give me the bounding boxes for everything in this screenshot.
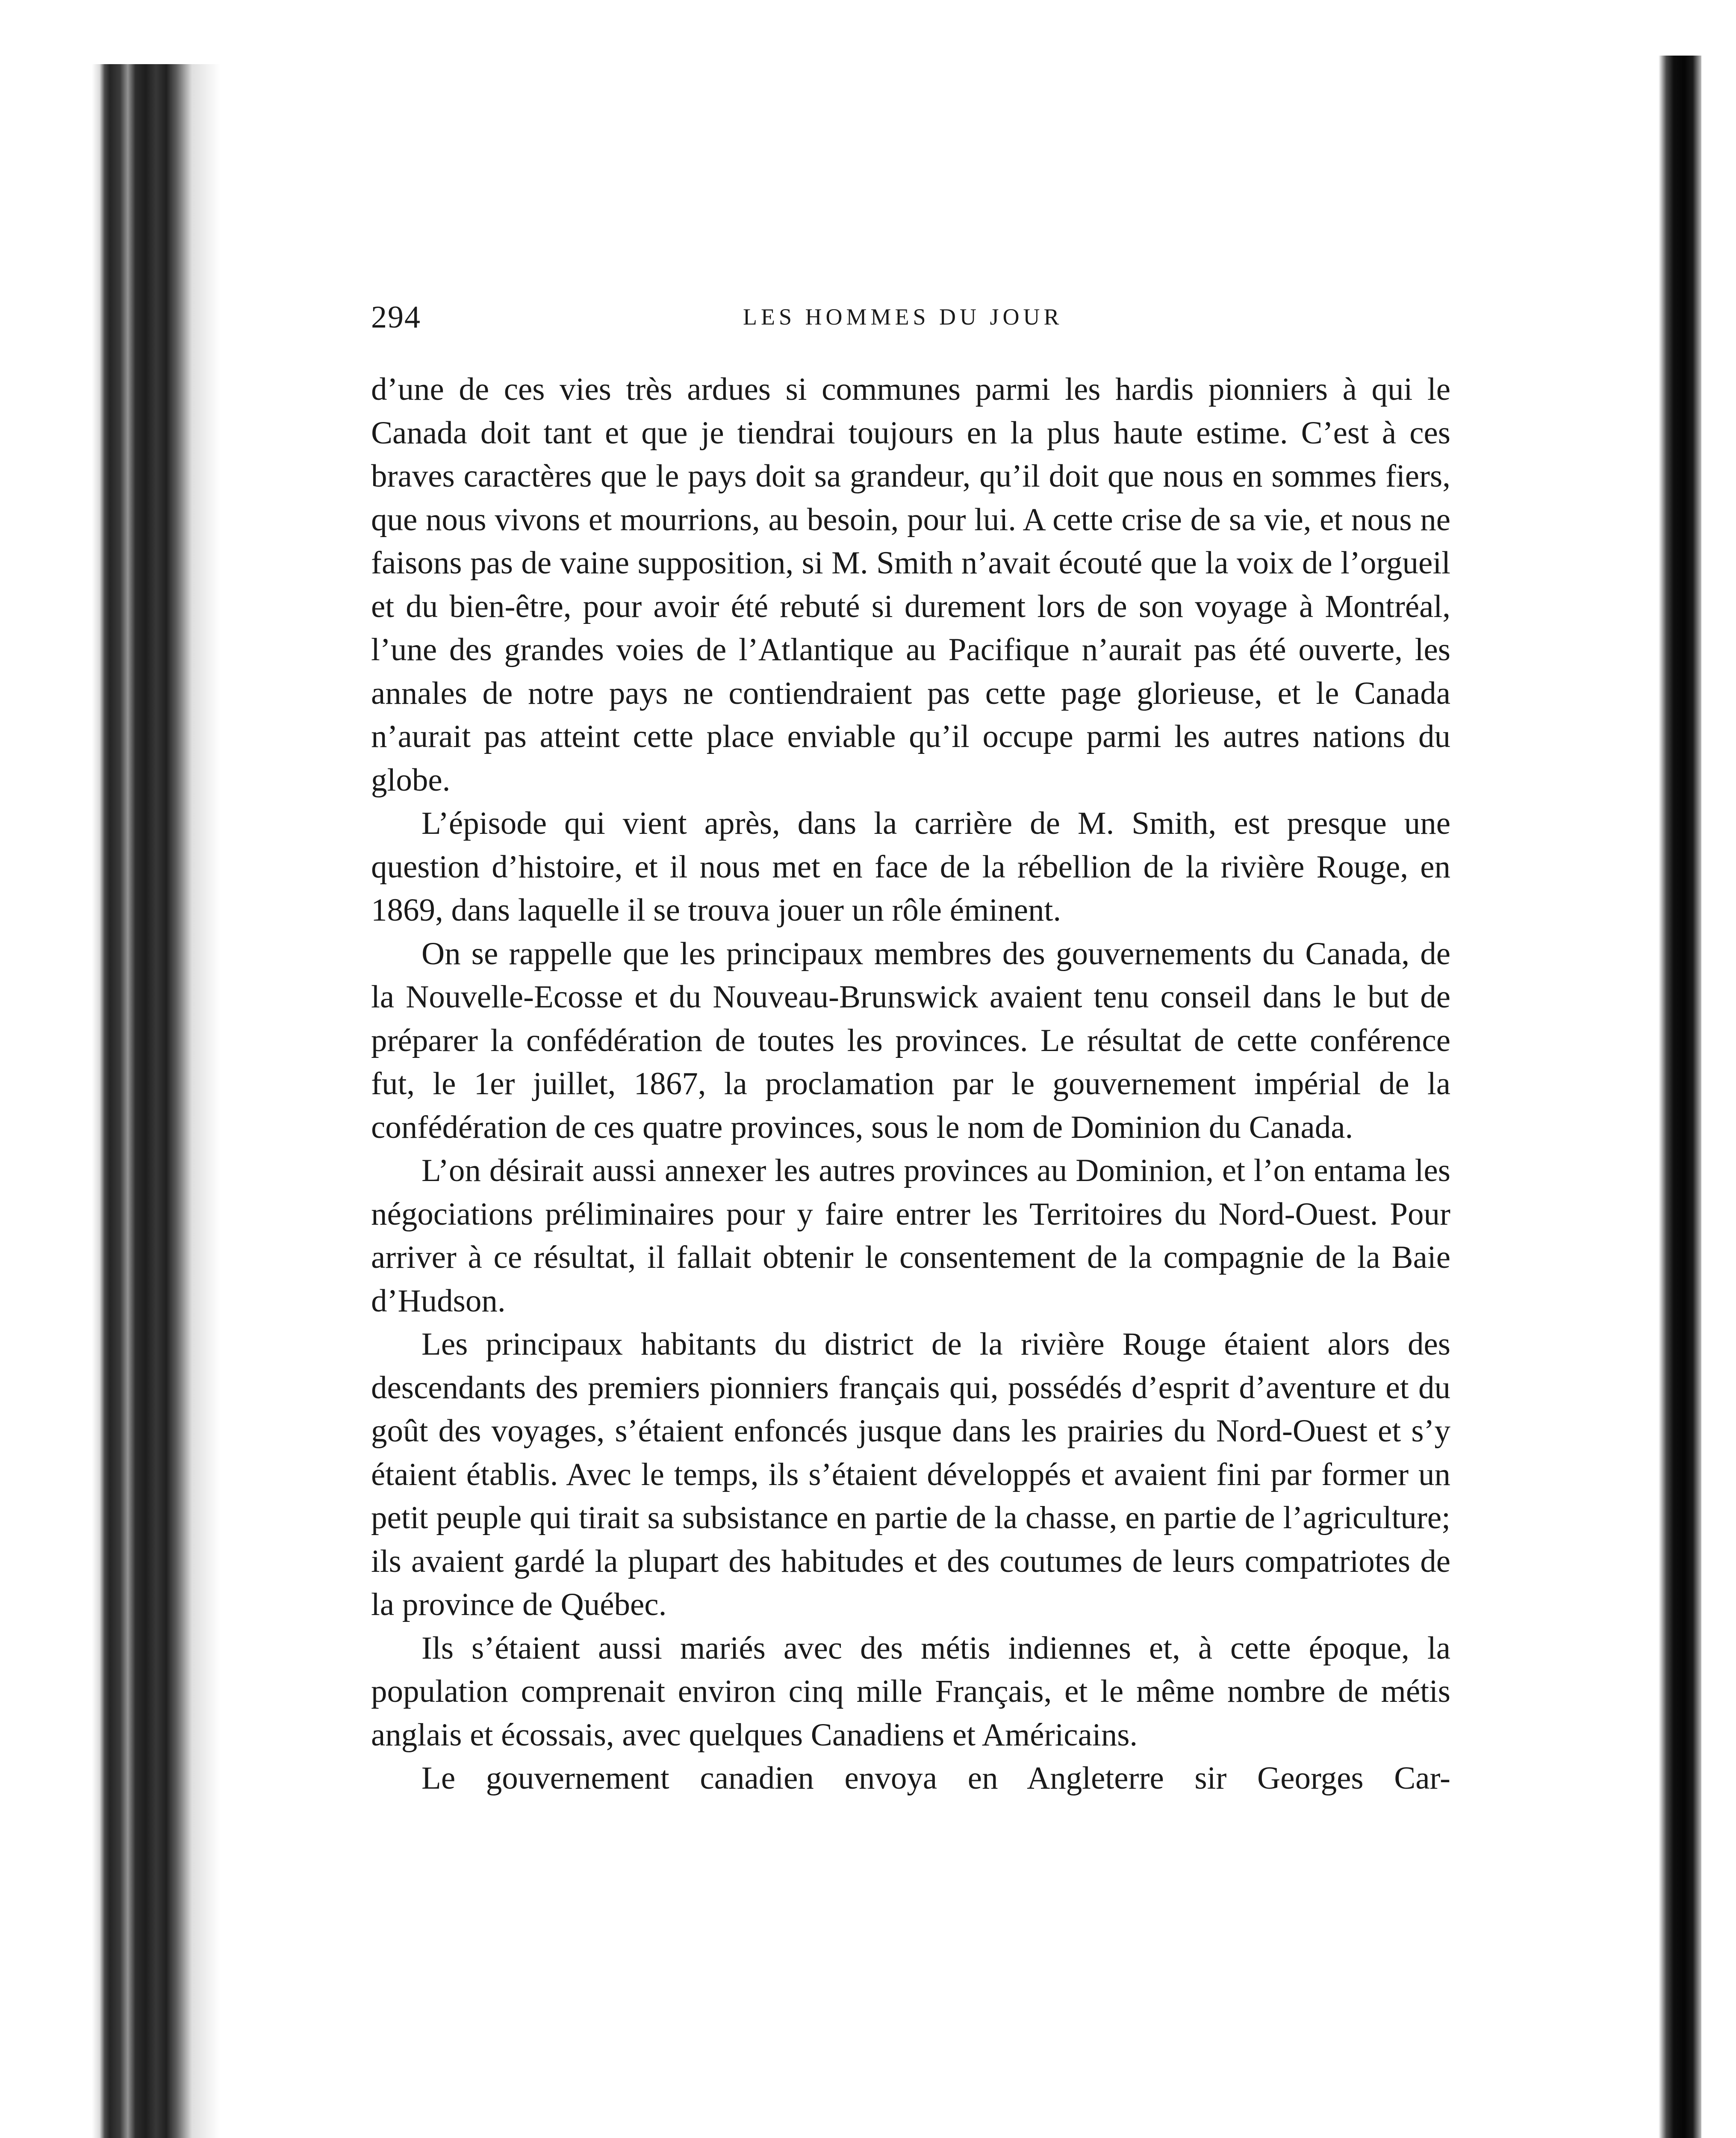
binding-shadow-right	[1659, 56, 1701, 2138]
body-text	[371, 368, 1450, 1800]
paragraph: On se rappelle que les principaux membres des gouvernements du Canada, de la Nouvelle-Ecosse et du Nouveau-Brunswick avaient tenu conseil dans le but de préparer la confédération de toutes les provinces. Le résultat de cette conférence fut, le 1er juillet, 1867, la proclamation par le gouvernement impérial de la confédération de ces quatre provinces, sous le nom de Dominion du Canada.	[371, 936, 1450, 1145]
binding-shadow-left	[92, 64, 220, 2138]
running-head	[371, 299, 1427, 338]
paragraph: d’une de ces vies très ardues si communes parmi les hardis pionniers à qui le Canada doit tant et que je tiendrai toujours en la plus haute estime. C’est à ces braves caractères que le pays doit sa grandeur, qu’il doit que nous en sommes fiers, que nous vivons et mourrions, au besoin, pour lui. A cette crise de sa vie, et nous ne faisons pas de vaine supposition, si M. Smith n’avait écouté que la voix de l’orgueil et du bien-être, pour avoir été rebuté si durement lors de son voyage à Montréal, l’une des grandes voies de l’Atlantique au Pacifique n’aurait pas été ouverte, les annales de notre pays ne contiendraient pas cette page glorieuse, et le Canada n’aurait pas atteint cette place enviable qu’il occupe parmi les autres nations du globe.	[371, 372, 1450, 798]
paragraph: L’épisode qui vient après, dans la carrière de M. Smith, est presque une question d’histoire, et il nous met en face de la rébellion de la rivière Rouge, en 1869, dans laquelle il se trouva jouer un rôle éminent.	[371, 806, 1450, 928]
paragraph: Le gouvernement canadien envoya en Angleterre sir Georges Car-	[421, 1760, 1450, 1796]
running-head-title: LES HOMMES DU JOUR	[743, 304, 1063, 330]
paragraph: Ils s’étaient aussi mariés avec des métis indiennes et, à cette époque, la population comprenait environ cinq mille Français, et le même nombre de métis anglais et écossais, avec quelques Canadiens et Américains.	[371, 1630, 1450, 1753]
page-number: 294	[371, 300, 421, 335]
paragraph: Les principaux habitants du district de la rivière Rouge étaient alors des descendants des premiers pionniers français qui, possédés d’esprit d’aventure et du goût des voyages, s’étaient enfoncés jusque dans les prairies du Nord-Ouest et s’y étaient établis. Avec le temps, ils s’étaient développés et avaient fini par former un petit peuple qui tirait sa subsistance en partie de la chasse, en partie de l’agriculture; ils avaient gardé la plupart des habitudes et des coutumes de leurs compatriotes de la province de Québec.	[371, 1326, 1450, 1622]
paragraph: L’on désirait aussi annexer les autres provinces au Dominion, et l’on entama les négociations préliminaires pour y faire entrer les Territoires du Nord-Ouest. Pour arriver à ce résultat, il fallait obtenir le consentement de la compagnie de la Baie d’Hudson.	[371, 1153, 1450, 1319]
